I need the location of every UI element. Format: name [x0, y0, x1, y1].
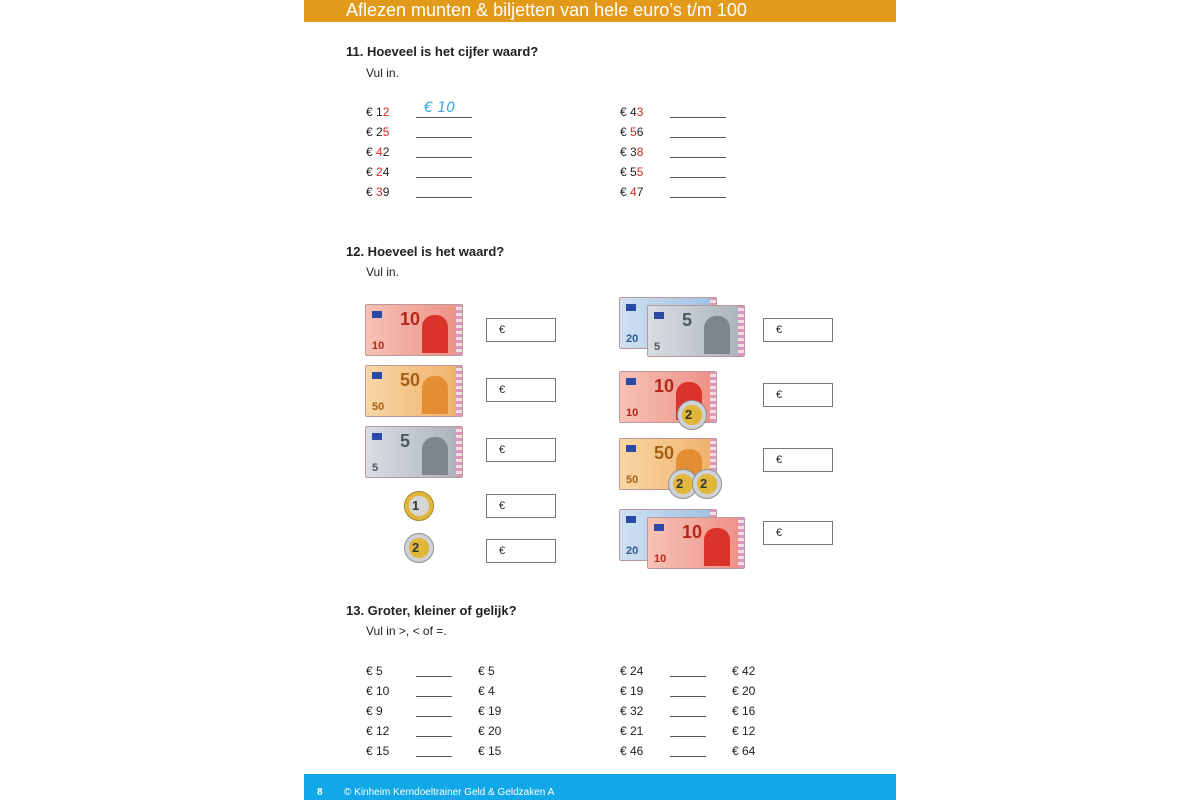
- comparison-answer-line[interactable]: [416, 676, 452, 677]
- banknote-10-euro: 10 10: [619, 371, 717, 423]
- answer-line[interactable]: [670, 137, 726, 138]
- page-title: Aflezen munten & biljetten van hele euro’s t/m 100: [346, 0, 747, 20]
- highlighted-digit: 3: [636, 105, 644, 119]
- answer-box[interactable]: €: [763, 318, 833, 342]
- compare-left-amount: € 19: [620, 684, 644, 698]
- compare-right-amount: € 12: [732, 724, 756, 738]
- amount-item: [366, 185, 389, 199]
- highlighted-digit: 3: [376, 185, 383, 199]
- banknote-10-euro: 10 10: [647, 517, 745, 569]
- answer-box[interactable]: €: [763, 383, 833, 407]
- compare-right-amount: € 4: [478, 684, 495, 698]
- compare-right-amount: € 20: [732, 684, 756, 698]
- copyright-text: © Kinheim Kerndoeltrainer Geld & Geldzaken A: [344, 787, 555, 798]
- amount-item: [366, 105, 389, 119]
- banknote-20-euro: 20: [619, 297, 717, 349]
- compare-right-amount: € 42: [732, 664, 756, 678]
- amount-item: [366, 125, 389, 139]
- answer-box[interactable]: €: [486, 494, 556, 518]
- amount-prefix: € 1: [366, 105, 383, 119]
- question-11-title: 11. Hoeveel is het cijfer waard?: [346, 44, 539, 59]
- page-number: 8: [317, 787, 323, 798]
- comparison-answer-line[interactable]: [416, 756, 452, 757]
- coin-2-euro: 2: [668, 469, 698, 499]
- amount-item: [620, 185, 643, 199]
- answer-box[interactable]: €: [486, 378, 556, 402]
- coin-2-euro: 2: [404, 533, 434, 563]
- answer-line[interactable]: [670, 117, 726, 118]
- coin-2-euro: 2: [677, 400, 707, 430]
- highlighted-digit: 2: [382, 105, 390, 119]
- comparison-answer-line[interactable]: [670, 736, 706, 737]
- banknote-5-euro: 5 5: [365, 426, 463, 478]
- amount-item: [620, 125, 643, 139]
- amount-prefix: € 5: [620, 165, 637, 179]
- worksheet-page: [304, 0, 896, 800]
- compare-right-amount: € 19: [478, 704, 502, 718]
- highlighted-digit: 5: [636, 165, 644, 179]
- compare-left-amount: € 5: [366, 664, 383, 678]
- answer-line[interactable]: [670, 197, 726, 198]
- banknote-50-euro: 50 50: [619, 438, 717, 490]
- compare-left-amount: € 12: [366, 724, 390, 738]
- footer-bar: [304, 774, 896, 800]
- amount-prefix: €: [620, 185, 631, 199]
- banknote-20-euro: 20: [619, 509, 717, 561]
- amount-suffix: 7: [636, 185, 644, 199]
- comparison-answer-line[interactable]: [416, 696, 452, 697]
- handwritten-example-answer: € 10: [424, 100, 456, 116]
- compare-right-amount: € 5: [478, 664, 495, 678]
- amount-suffix: 9: [382, 185, 390, 199]
- amount-item: [620, 145, 643, 159]
- answer-line[interactable]: [416, 177, 472, 178]
- answer-box[interactable]: €: [763, 521, 833, 545]
- answer-line[interactable]: [670, 157, 726, 158]
- highlighted-digit: 5: [630, 125, 637, 139]
- answer-box[interactable]: €: [763, 448, 833, 472]
- amount-prefix: €: [366, 185, 377, 199]
- answer-line[interactable]: [670, 177, 726, 178]
- amount-prefix: € 3: [620, 145, 637, 159]
- question-13-title: 13. Groter, kleiner of gelijk?: [346, 603, 517, 618]
- highlighted-digit: 4: [376, 145, 383, 159]
- highlighted-digit: 8: [636, 145, 644, 159]
- amount-item: [366, 165, 389, 179]
- question-13-instruction: Vul in >, < of =.: [366, 624, 447, 638]
- comparison-answer-line[interactable]: [670, 696, 706, 697]
- compare-left-amount: € 46: [620, 744, 644, 758]
- question-12-instruction: Vul in.: [366, 265, 399, 279]
- compare-left-amount: € 9: [366, 704, 383, 718]
- amount-item: [620, 105, 643, 119]
- amount-prefix: € 2: [366, 125, 383, 139]
- comparison-answer-line[interactable]: [670, 756, 706, 757]
- question-11-instruction: Vul in.: [366, 66, 399, 80]
- answer-box[interactable]: €: [486, 318, 556, 342]
- comparison-answer-line[interactable]: [416, 736, 452, 737]
- answer-line[interactable]: [416, 137, 472, 138]
- answer-box[interactable]: €: [486, 438, 556, 462]
- highlighted-digit: 2: [376, 165, 383, 179]
- amount-suffix: 2: [382, 145, 390, 159]
- amount-prefix: €: [620, 125, 631, 139]
- comparison-answer-line[interactable]: [670, 676, 706, 677]
- comparison-answer-line[interactable]: [416, 716, 452, 717]
- banknote-5-euro: 5 5: [647, 305, 745, 357]
- compare-left-amount: € 21: [620, 724, 644, 738]
- answer-line[interactable]: [416, 117, 472, 118]
- highlighted-digit: 5: [382, 125, 390, 139]
- amount-prefix: € 4: [620, 105, 637, 119]
- coin-2-euro: 2: [692, 469, 722, 499]
- compare-left-amount: € 32: [620, 704, 644, 718]
- coin-1-euro: 1: [404, 491, 434, 521]
- answer-line[interactable]: [416, 197, 472, 198]
- question-12-title: 12. Hoeveel is het waard?: [346, 244, 505, 259]
- amount-suffix: 4: [382, 165, 390, 179]
- banknote-50-euro: 50 50: [365, 365, 463, 417]
- compare-left-amount: € 15: [366, 744, 390, 758]
- compare-right-amount: € 64: [732, 744, 756, 758]
- compare-right-amount: € 15: [478, 744, 502, 758]
- amount-item: [620, 165, 643, 179]
- amount-prefix: €: [366, 165, 377, 179]
- compare-left-amount: € 24: [620, 664, 644, 678]
- amount-item: [366, 145, 389, 159]
- header-bar: [304, 0, 896, 22]
- compare-right-amount: € 20: [478, 724, 502, 738]
- compare-right-amount: € 16: [732, 704, 756, 718]
- highlighted-digit: 4: [630, 185, 637, 199]
- amount-suffix: 6: [636, 125, 644, 139]
- comparison-answer-line[interactable]: [670, 716, 706, 717]
- banknote-10-euro: 10 10: [365, 304, 463, 356]
- answer-box[interactable]: €: [486, 539, 556, 563]
- amount-prefix: €: [366, 145, 377, 159]
- compare-left-amount: € 10: [366, 684, 390, 698]
- answer-line[interactable]: [416, 157, 472, 158]
